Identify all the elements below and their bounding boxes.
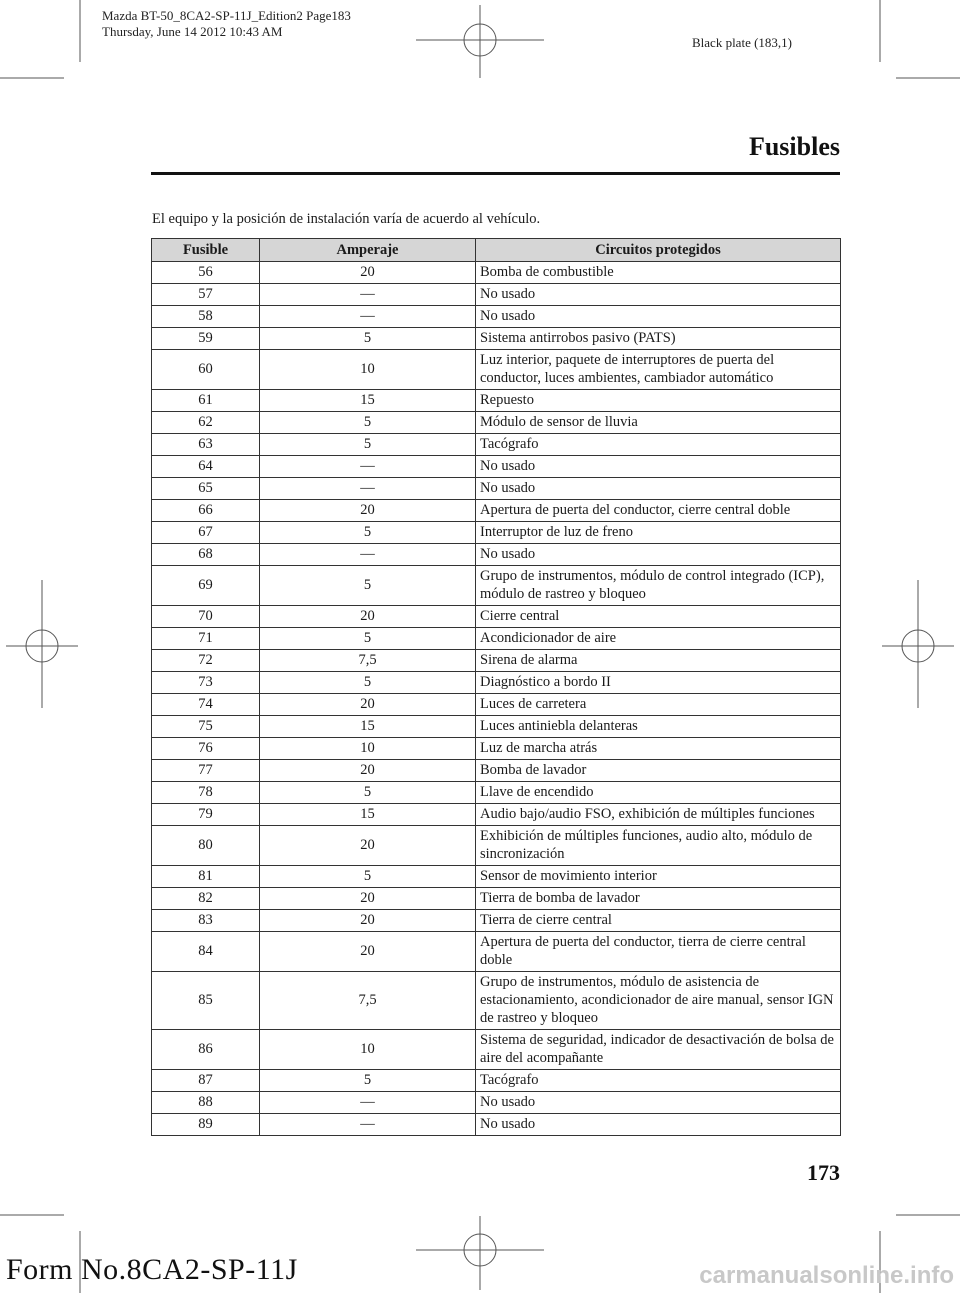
fuse-number-cell: 83 [152,910,260,932]
circuit-cell: Luces de carretera [476,694,841,716]
table-row [152,972,841,1030]
fuse-number-cell: 78 [152,782,260,804]
print-header-line1: Mazda BT-50_8CA2-SP-11J_Edition2 Page183 [102,8,351,23]
table-row [152,650,841,672]
fuse-number-cell: 84 [152,932,260,972]
circuit-cell: Grupo de instrumentos, módulo de asistencia de estacionamiento, acondicionador de aire manual, sensor IGN de rastreo y bloqueo [476,972,841,1030]
amperage-cell: ― [260,1092,476,1114]
amperage-cell: 5 [260,866,476,888]
title-rule [151,172,840,175]
circuit-cell: Módulo de sensor de lluvia [476,412,841,434]
circuit-cell: Repuesto [476,390,841,412]
amperage-cell: 5 [260,328,476,350]
fuse-number-cell: 65 [152,478,260,500]
fuse-number-cell: 81 [152,866,260,888]
registration-target-icon [464,24,496,56]
fuse-number-cell: 61 [152,390,260,412]
table-row [152,522,841,544]
fuse-number-cell: 58 [152,306,260,328]
amperage-cell: 5 [260,566,476,606]
amperage-cell: 15 [260,716,476,738]
circuit-cell: Apertura de puerta del conductor, tierra de cierre central doble [476,932,841,972]
circuit-cell: Exhibición de múltiples funciones, audio alto, módulo de sincronización [476,826,841,866]
table-row [152,826,841,866]
circuit-cell: Luz de marcha atrás [476,738,841,760]
fuse-number-cell: 88 [152,1092,260,1114]
amperage-cell: 5 [260,628,476,650]
circuit-cell: Tacógrafo [476,434,841,456]
table-row [152,284,841,306]
circuit-cell: Grupo de instrumentos, módulo de control integrado (ICP), módulo de rastreo y bloqueo [476,566,841,606]
fuse-number-cell: 62 [152,412,260,434]
amperage-cell: 20 [260,694,476,716]
amperage-cell: ― [260,284,476,306]
fuse-number-cell: 70 [152,606,260,628]
amperage-cell: 20 [260,760,476,782]
table-row [152,606,841,628]
print-header [102,8,351,40]
circuit-cell: Cierre central [476,606,841,628]
amperage-cell: 7,5 [260,972,476,1030]
circuit-cell: Tacógrafo [476,1070,841,1092]
amperage-cell: 5 [260,672,476,694]
fuse-number-cell: 67 [152,522,260,544]
fuse-number-cell: 73 [152,672,260,694]
fuse-number-cell: 80 [152,826,260,866]
circuit-cell: Apertura de puerta del conductor, cierre central doble [476,500,841,522]
column-header-fuse: Fusible [152,239,260,262]
table-row [152,716,841,738]
amperage-cell: 20 [260,888,476,910]
table-row [152,412,841,434]
table-row [152,672,841,694]
amperage-cell: ― [260,456,476,478]
table-row [152,328,841,350]
table-row [152,932,841,972]
watermark: carmanualsonline.info [699,1262,954,1289]
fuse-number-cell: 60 [152,350,260,390]
table-row [152,1070,841,1092]
table-row [152,262,841,284]
fuse-number-cell: 68 [152,544,260,566]
circuit-cell: Luces antiniebla delanteras [476,716,841,738]
circuit-cell: Sensor de movimiento interior [476,866,841,888]
table-row [152,738,841,760]
circuit-cell: No usado [476,1092,841,1114]
fuse-number-cell: 87 [152,1070,260,1092]
table-row [152,350,841,390]
circuit-cell: No usado [476,306,841,328]
fuse-number-cell: 56 [152,262,260,284]
amperage-cell: 20 [260,910,476,932]
table-row [152,910,841,932]
amperage-cell: 20 [260,826,476,866]
column-header-circuits: Circuitos protegidos [476,239,841,262]
circuit-cell: No usado [476,544,841,566]
circuit-cell: Acondicionador de aire [476,628,841,650]
amperage-cell: 15 [260,390,476,412]
table-row [152,434,841,456]
amperage-cell: 10 [260,350,476,390]
amperage-cell: ― [260,1114,476,1136]
fuse-number-cell: 75 [152,716,260,738]
amperage-cell: 10 [260,1030,476,1070]
fuse-number-cell: 77 [152,760,260,782]
circuit-cell: Tierra de cierre central [476,910,841,932]
table-row [152,694,841,716]
fuse-number-cell: 74 [152,694,260,716]
table-row [152,866,841,888]
amperage-cell: 20 [260,606,476,628]
circuit-cell: No usado [476,284,841,306]
circuit-cell: Tierra de bomba de lavador [476,888,841,910]
intro-text: El equipo y la posición de instalación varía de acuerdo al vehículo. [152,211,541,227]
registration-target-icon [26,630,58,662]
plate-label: Black plate (183,1) [692,35,792,50]
circuit-cell: Sistema antirrobos pasivo (PATS) [476,328,841,350]
fuse-number-cell: 66 [152,500,260,522]
table-row [152,804,841,826]
table-row [152,500,841,522]
circuit-cell: Sirena de alarma [476,650,841,672]
amperage-cell: 10 [260,738,476,760]
circuit-cell: Bomba de combustible [476,262,841,284]
table-row [152,782,841,804]
fuse-number-cell: 63 [152,434,260,456]
print-header-line2: Thursday, June 14 2012 10:43 AM [102,24,283,39]
fuse-number-cell: 89 [152,1114,260,1136]
circuit-cell: Sistema de seguridad, indicador de desactivación de bolsa de aire del acompañante [476,1030,841,1070]
table-row [152,390,841,412]
circuit-cell: No usado [476,456,841,478]
fuse-number-cell: 82 [152,888,260,910]
circuit-cell: Bomba de lavador [476,760,841,782]
fuse-number-cell: 72 [152,650,260,672]
amperage-cell: ― [260,306,476,328]
fuse-number-cell: 69 [152,566,260,606]
fuse-number-cell: 57 [152,284,260,306]
table-row [152,1092,841,1114]
amperage-cell: 20 [260,932,476,972]
fuse-number-cell: 64 [152,456,260,478]
table-header-row [152,239,841,262]
circuit-cell: Audio bajo/audio FSO, exhibición de múltiples funciones [476,804,841,826]
table-row [152,478,841,500]
table-row [152,456,841,478]
circuit-cell: Llave de encendido [476,782,841,804]
column-header-amperage: Amperaje [260,239,476,262]
fuse-number-cell: 76 [152,738,260,760]
amperage-cell: 5 [260,782,476,804]
section-title: Fusibles [748,132,840,161]
amperage-cell: ― [260,478,476,500]
table-row [152,760,841,782]
table-body [152,262,841,1136]
table-row [152,306,841,328]
amperage-cell: 20 [260,500,476,522]
fuse-number-cell: 59 [152,328,260,350]
table-row [152,1030,841,1070]
circuit-cell: No usado [476,1114,841,1136]
table-row [152,1114,841,1136]
table-row [152,566,841,606]
fuse-number-cell: 85 [152,972,260,1030]
amperage-cell: 5 [260,412,476,434]
circuit-cell: Interruptor de luz de freno [476,522,841,544]
table-row [152,544,841,566]
table-row [152,628,841,650]
amperage-cell: 20 [260,262,476,284]
circuit-cell: Luz interior, paquete de interruptores de puerta del conductor, luces ambientes, cambiador automático [476,350,841,390]
form-number: Form No.8CA2-SP-11J [6,1253,298,1286]
amperage-cell: ― [260,544,476,566]
circuit-cell: No usado [476,478,841,500]
fuse-number-cell: 79 [152,804,260,826]
circuit-cell: Diagnóstico a bordo II [476,672,841,694]
amperage-cell: 5 [260,1070,476,1092]
page-number: 173 [807,1160,840,1185]
amperage-cell: 15 [260,804,476,826]
registration-target-icon [464,1234,496,1266]
amperage-cell: 7,5 [260,650,476,672]
amperage-cell: 5 [260,522,476,544]
fuse-number-cell: 71 [152,628,260,650]
amperage-cell: 5 [260,434,476,456]
registration-target-icon [902,630,934,662]
fuse-table [151,238,841,1136]
table-row [152,888,841,910]
fuse-number-cell: 86 [152,1030,260,1070]
